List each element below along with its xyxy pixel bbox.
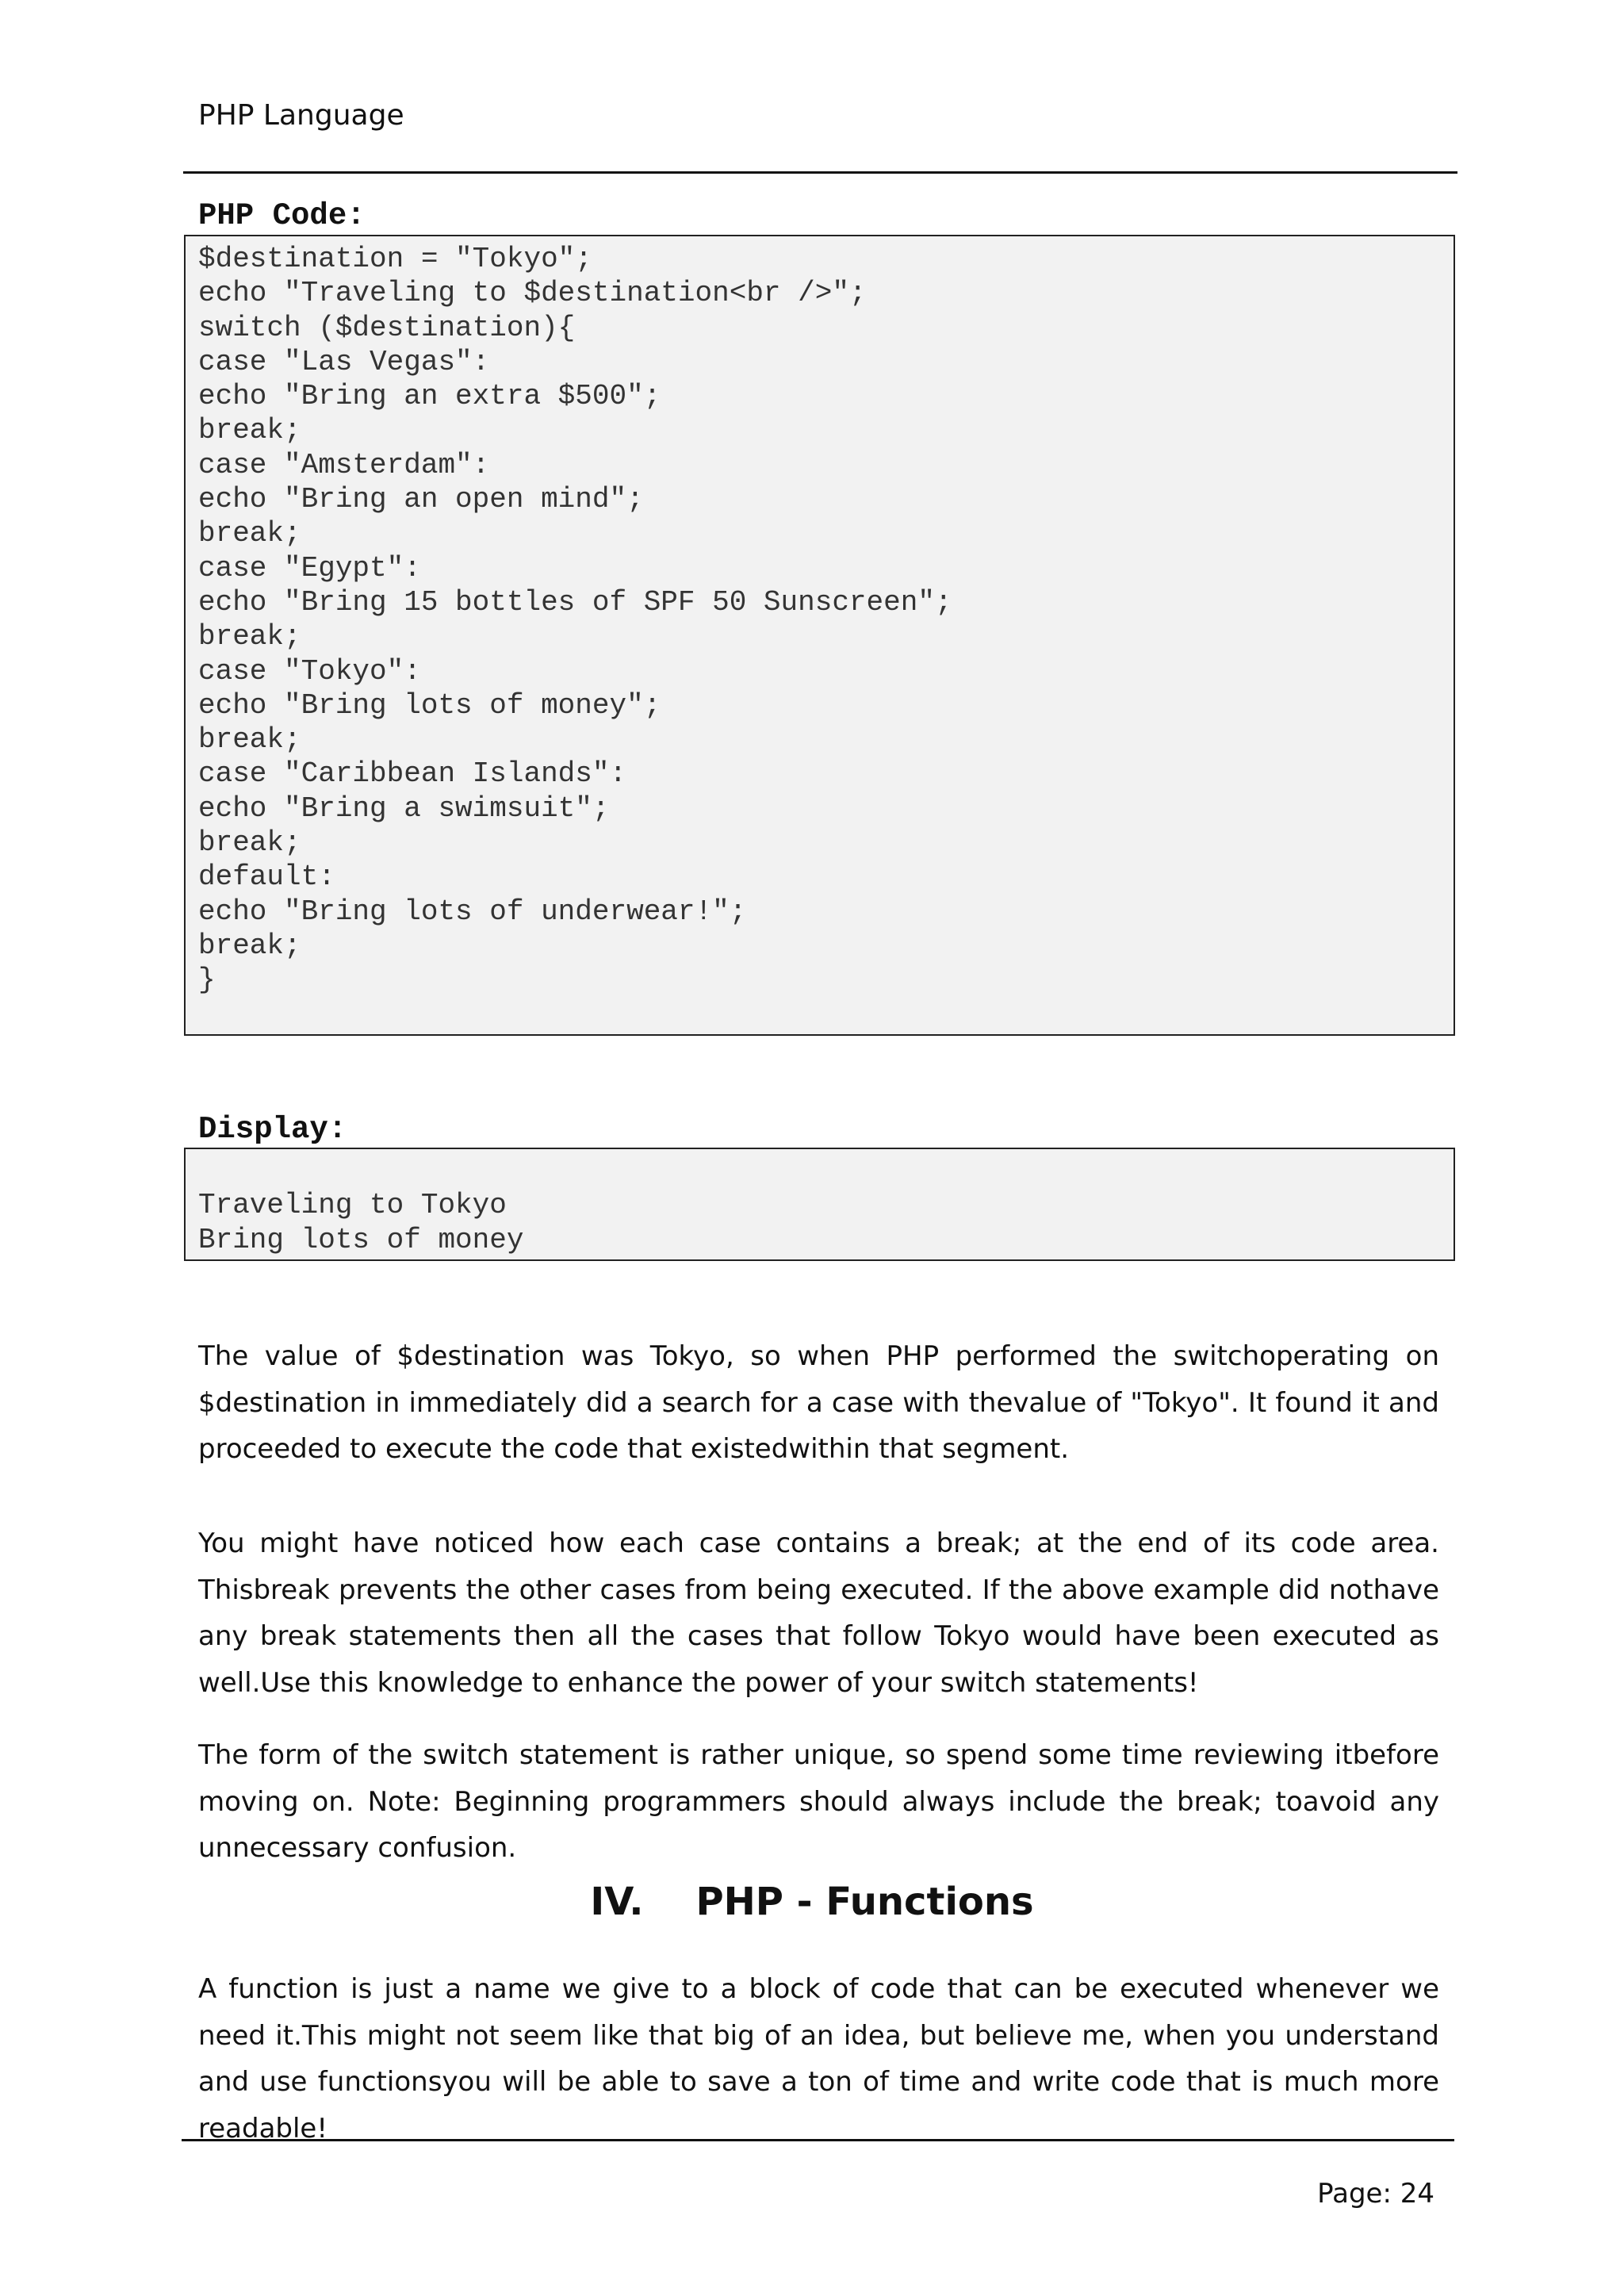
code-line: break; [198, 414, 301, 447]
display-line: Bring lots of money [198, 1223, 524, 1256]
footer-divider [182, 2139, 1454, 2141]
code-line: break; [198, 620, 301, 654]
code-line: break; [198, 826, 301, 860]
code-line: echo "Bring an extra $500"; [198, 380, 661, 413]
code-line: echo "Bring 15 bottles of SPF 50 Sunscreen"; [198, 585, 952, 619]
section-heading [0, 1878, 1624, 1926]
code-line: case "Tokyo": [198, 654, 421, 688]
page-header: PHP Language [198, 99, 404, 132]
code-label: PHP Code: [198, 198, 366, 233]
section-paragraph: A function is just a name we give to a block of code that can be executed whenever we need it.This might not seem like that big of an idea, but believe me, when you understand and use functionsyou will be able to save a ton of time and write code that is much more readable! [198, 1973, 1439, 2145]
display-label: Display: [198, 1112, 347, 1147]
code-line: echo "Bring a swimsuit"; [198, 792, 610, 825]
section-number: IV. [590, 1880, 644, 1924]
code-line: default: [198, 861, 335, 894]
code-line: echo "Traveling to $destination<br />"; [198, 277, 867, 310]
code-block [184, 235, 1455, 1036]
paragraph: The value of $destination was Tokyo, so when PHP performed the switchoperating on $destination in immediately did a search for a case with thevalue of "Tokyo". It found it and proceeded to execute the code that existedwithin that segment. [198, 1340, 1439, 1465]
code-line: case "Caribbean Islands": [198, 757, 627, 791]
code-line: $destination = "Tokyo"; [198, 243, 592, 275]
code-line: break; [198, 517, 301, 550]
code-line: echo "Bring lots of underwear!"; [198, 895, 747, 928]
page-number: Page: 24 [1317, 2178, 1434, 2210]
code-line: case "Las Vegas": [198, 345, 490, 378]
header-divider [183, 171, 1457, 174]
paragraph: You might have noticed how each case contains a break; at the end of its code area. Thisbreak prevents the other cases from being executed. If the above example did nothave any break statements then all the cases that follow Tokyo would have been executed as well.Use this knowledge to enhance the power of your switch statements! [198, 1527, 1439, 1699]
code-line: break; [198, 723, 301, 757]
code-line: echo "Bring an open mind"; [198, 483, 644, 516]
code-line: switch ($destination){ [198, 311, 576, 344]
code-line: break; [198, 929, 301, 962]
display-block [184, 1148, 1455, 1261]
section-title: PHP - Functions [695, 1880, 1034, 1924]
code-line: } [198, 964, 216, 997]
code-line: echo "Bring lots of money"; [198, 688, 661, 722]
paragraph: The form of the switch statement is rather unique, so spend some time reviewing itbefore moving on. Note: Beginning programmers should always include the break; toavoid any unnecessary confusion. [198, 1739, 1439, 1864]
code-line: case "Amsterdam": [198, 448, 490, 481]
code-line: case "Egypt": [198, 551, 421, 585]
display-line [186, 1154, 1454, 1188]
display-line: Traveling to Tokyo [198, 1189, 507, 1222]
